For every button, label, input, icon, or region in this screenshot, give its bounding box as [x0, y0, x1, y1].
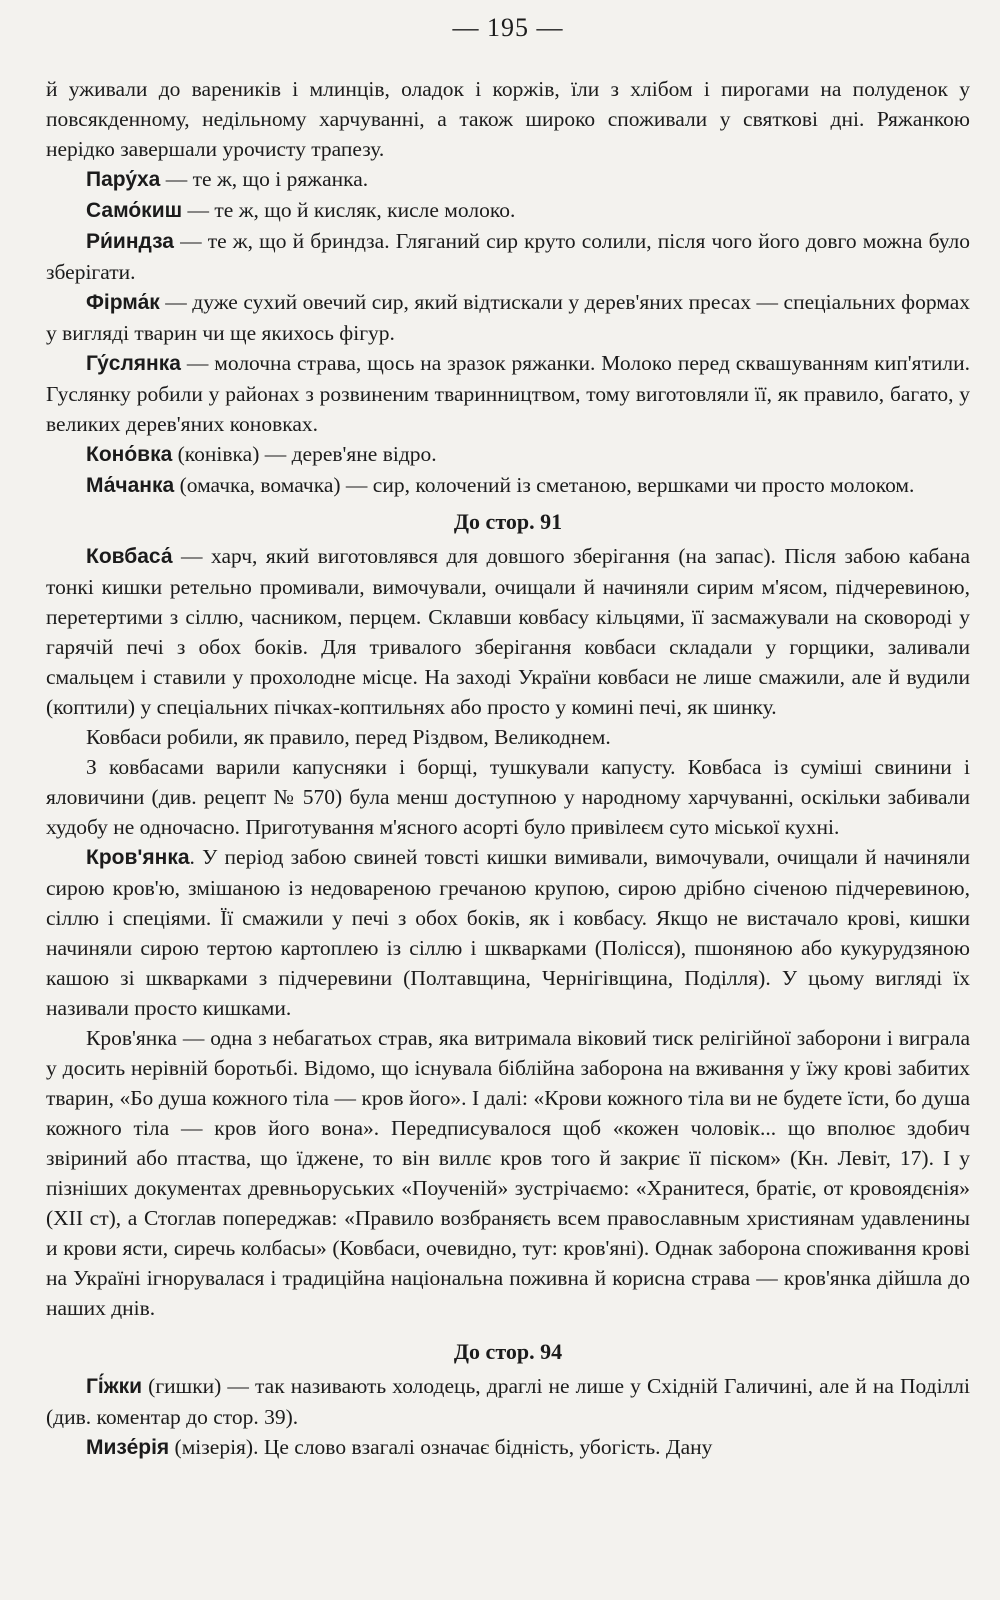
paragraph: [46, 164, 970, 195]
paragraph: [46, 226, 970, 287]
entry-term: Пару́ха: [86, 168, 161, 191]
paragraph: [46, 842, 970, 1023]
entry-text: (омачка, вомачка) — сир, колочений із сметаною, вершками чи просто молоком.: [174, 473, 915, 497]
entries-94: [46, 1371, 970, 1463]
entry-text: — те ж, що й кисляк, кисле молоко.: [182, 198, 516, 222]
entry-term: Мизе́рія: [86, 1436, 170, 1459]
paragraph: [46, 439, 970, 470]
entry-text: (гишки) — так називають холодець, драглі не лише у Східній Галичині, але й на Поділлі (див. коментар до стор. 39).: [46, 1374, 970, 1429]
section-heading-91: До стор. 91: [453, 509, 563, 534]
paragraph: [46, 752, 970, 842]
entry-text: Кров'янка — одна з небагатьох страв, яка витримала віковий тиск релігійної заборони і виграла у досить нерівній боротьбі. Відомо, що існувала біблійна заборона на вживання у їжу крові забитих тварин, «Бо душа кожного тіла — кров його». І далі: «Крови кожного тіла ви не будете їсти, бо душа кожного тіла — кров його вона». Передписувалося щоб «кожен чоловік... що вполює здобич звіриний або птаства, що їджене, то він виллє кров того й закриє її піском» (Кн. Левіт, 17). І у пізніших документах древньоруських «Поученій» зустрічаємо: «Хранитеся, братіє, от кровоядєнія» (XII ст), а Стоглав попереджав: «Правило возбраняєть всем православным християнам удавленины и крови ясти, сиречь колбасы» (Ковбаси, очевидно, тут: кров'яні). Однак заборона споживання крові на Україні ігнорувалася і традиційна національна поживна й корисна страва — кров'янка дійшла до наших днів.: [46, 1026, 970, 1320]
entry-term: Фірма́к: [86, 291, 160, 314]
section-heading-94: До стор. 94: [453, 1339, 563, 1364]
paragraph: [46, 74, 970, 164]
paragraph: [46, 348, 970, 439]
entry-term: Гі́жки: [86, 1375, 143, 1398]
entry-text: (конівка) — дерев'яне відро.: [172, 442, 437, 466]
page-number: — 195 —: [452, 13, 564, 42]
entry-term: Кров'янка: [86, 846, 190, 869]
entry-term: Ковбаса́: [86, 545, 173, 568]
entry-text: . У період забою свиней товсті кишки вимивали, вимочували, очищали й начиняли сирою кров'ю, змішаною із недовареною гречаною крупою, сирою дрібно січеною підчеревиною, сіллю і спеціями. Її смажили у печі з обох боків, як і ковбасу. Якщо не вистачало крові, кишки начиняли сирою тертою картоплею із сіллю і шкварками (Полісся), пшоняною або кукурудзяною кашою зі шкварками з підчеревини (Полтавщина, Чернігівщина, Поділля). У цьому вигляді їх називали просто кишками.: [46, 845, 970, 1020]
paragraph: [46, 541, 970, 722]
paragraph: [46, 287, 970, 348]
entry-term: Коно́вка: [86, 443, 173, 466]
entry-text: — харч, який виготовлявся для довшого зберігання (на запас). Після забою кабана тонкі кишки ретельно промивали, вимочували, очищали й начиняли сирим м'ясом, підчеревиною, перетертими з сіллю, часником, перцем. Склавши ковбасу кільцями, її засмажували на сковороді у гарячій печі з обох боків. Для тривалого зберігання ковбаси складали у горщики, заливали смальцем і ставили у прохолодне місце. На заході України ковбаси не лише смажили, але й вудили (коптили) у спеціальних пічках-коптильнях або просто у комині печі, як шинку.: [46, 544, 970, 719]
paragraph: [46, 1432, 970, 1463]
entry-text: — те ж, що й бриндза. Гляганий сир круто солили, після чого його довго можна було зберігати.: [46, 229, 970, 284]
entry-text: (мізерія). Це слово взагалі означає бідність, убогість. Дану: [169, 1435, 713, 1459]
entry-text: — молочна страва, щось на зразок ряжанки. Молоко перед сквашуванням кип'ятили. Гуслянку робили у районах з розвиненим тваринництвом, тому виготовляли її, як правило, багато, у великих дерев'яних коновках.: [46, 351, 970, 436]
entry-term: Само́киш: [86, 199, 183, 222]
paragraph: [46, 1371, 970, 1432]
paragraph: [46, 1023, 970, 1323]
entries-top: [46, 74, 970, 501]
entry-term: Ри́индза: [86, 230, 174, 253]
paragraph: [46, 722, 970, 752]
entry-text: й уживали до вареників і млинців, оладок і коржів, їли з хлібом і пирогами на полуденок у повсякденному, недільному харчуванні, а також широко споживали у святкові дні. Ряжанкою нерідко завершали урочисту трапезу.: [46, 77, 970, 161]
entry-text: З ковбасами варили капусняки і борщі, тушкували капусту. Ковбаса із суміші свинини і яловичини (див. рецепт № 570) була менш доступною у народному харчуванні, оскільки забивали худобу не одночасно. Приготування м'ясного асорті було привілеєм суто міської кухні.: [46, 755, 970, 839]
entry-text: — те ж, що і ряжанка.: [160, 167, 369, 191]
entry-text: — дуже сухий овечий сир, який відтискали у дерев'яних пресах — спеціальних формах у вигляді тварин чи ще якихось фігур.: [46, 290, 970, 345]
entry-term: Гу́слянка: [86, 352, 181, 375]
body-text: [46, 74, 970, 1463]
paragraph: [46, 470, 970, 501]
paragraph: [46, 195, 970, 226]
entry-term: Ма́чанка: [86, 474, 175, 497]
entries-91: [46, 541, 970, 1323]
entry-text: Ковбаси робили, як правило, перед Різдвом, Великоднем.: [86, 725, 611, 749]
